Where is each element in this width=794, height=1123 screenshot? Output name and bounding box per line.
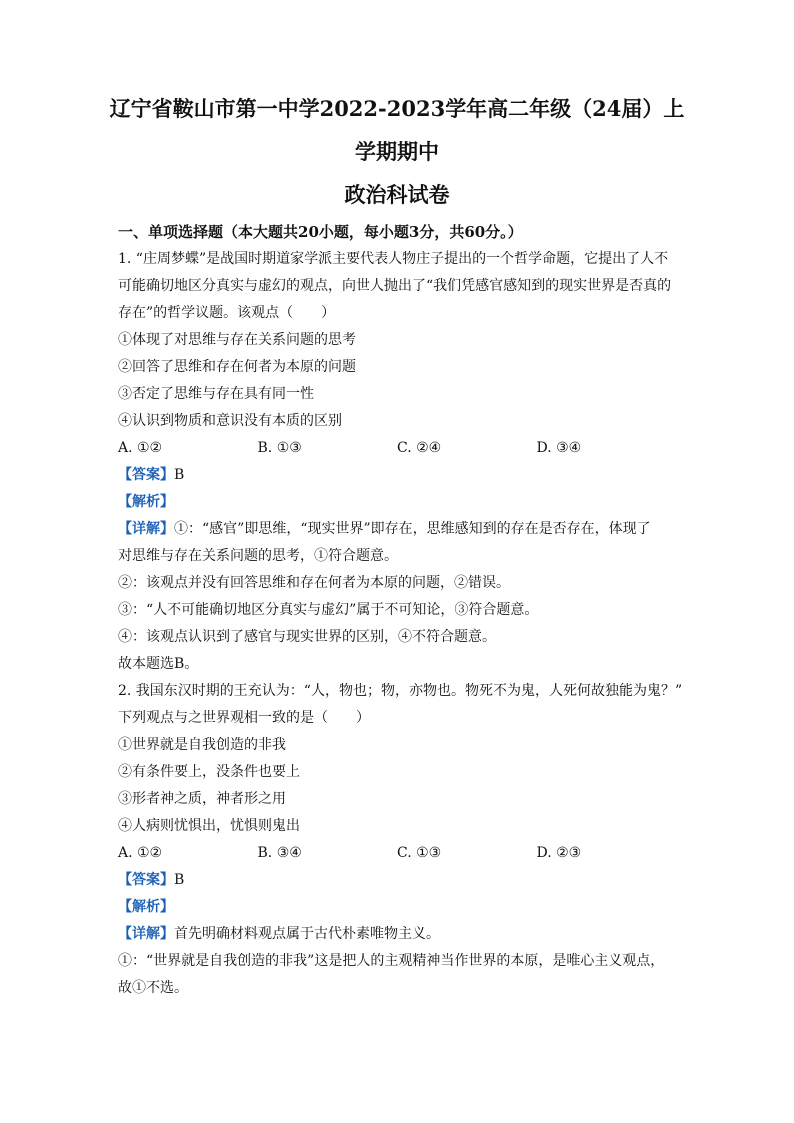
q2-item-4: ④人病则忧惧出，忧惧则鬼出 [118,818,300,834]
q2-option-a: A. ①② [118,845,163,861]
q2-stem-line1: 2. 我国东汉时期的王充认为：“人，物也；物，亦物也。物死不为鬼，人死何故独能为鬼？” [118,683,683,699]
q2-item-1: ①世界就是自我创造的非我 [118,737,286,753]
q2-option-c: C. ①③ [397,845,442,861]
q2-options [118,840,676,867]
q1-detail-tag: 【详解】 [118,521,174,537]
question-1 [118,246,676,678]
q1-stem-line2: 可能确切地区分真实与虚幻的观点，向世人抛出了“我们凭感官感知到的现实世界是否真的 [118,278,672,294]
q1-conclusion: 故本题选B。 [118,656,199,672]
q2-detail-line3: 故①不选。 [118,980,188,996]
q2-answer [118,867,676,894]
q1-detail-line4: ③：“人不可能确切地区分真实与虚幻”属于不可知论，③符合题意。 [118,602,539,618]
q1-detail-line3: ②：该观点并没有回答思维和存在何者为本原的问题，②错误。 [118,575,510,591]
q2-analysis-tag: 【解析】 [118,899,174,915]
q2-detail-tag: 【详解】 [118,926,174,942]
doc-content [118,219,683,1002]
q1-stem-line3: 存在”的哲学议题。该观点（ ） [118,305,336,321]
q1-option-a: A. ①② [118,440,163,456]
q2-option-d: D. ②③ [536,845,582,861]
q2-item-2: ②有条件要上，没条件也要上 [118,764,300,780]
doc-title-line2: 学期期中 [355,139,439,164]
q1-detail-line1 [118,516,676,543]
q2-detail-line1 [118,921,676,948]
section-heading: 一、单项选择题（本大题共20小题，每小题3分，共60分。） [118,223,523,241]
q2-item-3: ③形者神之质，神者形之用 [118,791,286,807]
q1-option-d: D. ③④ [536,440,582,456]
doc-title-line1: 辽宁省鞍山市第一中学2022-2023学年高二年级（24届）上 [109,96,685,121]
q2-answer-tag: 【答案】 [118,872,174,888]
q1-item-1: ①体现了对思维与存在关系问题的思考 [118,332,356,348]
question-2 [118,678,683,1002]
q1-item-2: ②回答了思维和存在何者为本原的问题 [118,359,356,375]
q2-answer-value: B [174,872,185,888]
doc-subtitle: 政治科试卷 [344,182,450,207]
q1-answer [118,462,676,489]
q1-answer-value: B [174,467,185,483]
q1-option-b: B. ①③ [257,440,302,456]
q2-stem-line2: 下列观点与之世界观相一致的是（ ） [118,710,370,726]
q1-analysis-tag: 【解析】 [118,494,174,510]
q2-option-b: B. ③④ [257,845,302,861]
q1-detail-line5: ④：该观点认识到了感官与现实世界的区别，④不符合题意。 [118,629,496,645]
q2-detail-text1: 首先明确材料观点属于古代朴素唯物主义。 [174,926,440,942]
q1-detail-text1: ①：“感官”即思维，“现实世界”即存在，思维感知到的存在是否存在，体现了 [174,521,651,537]
q1-answer-tag: 【答案】 [118,467,174,483]
q1-item-3: ③否定了思维与存在具有同一性 [118,386,314,402]
q2-detail-line2: ①：“世界就是自我创造的非我”这是把人的主观精神当作世界的本原，是唯心主义观点， [118,953,665,969]
q1-stem-line1: 1. “庄周梦蝶”是战国时期道家学派主要代表人物庄子提出的一个哲学命题，它提出了人不 [118,251,669,267]
q1-options [118,435,676,462]
q1-detail-line2: 对思维与存在关系问题的思考，①符合题意。 [118,548,398,564]
q1-option-c: C. ②④ [397,440,442,456]
q1-item-4: ④认识到物质和意识没有本质的区别 [118,413,342,429]
